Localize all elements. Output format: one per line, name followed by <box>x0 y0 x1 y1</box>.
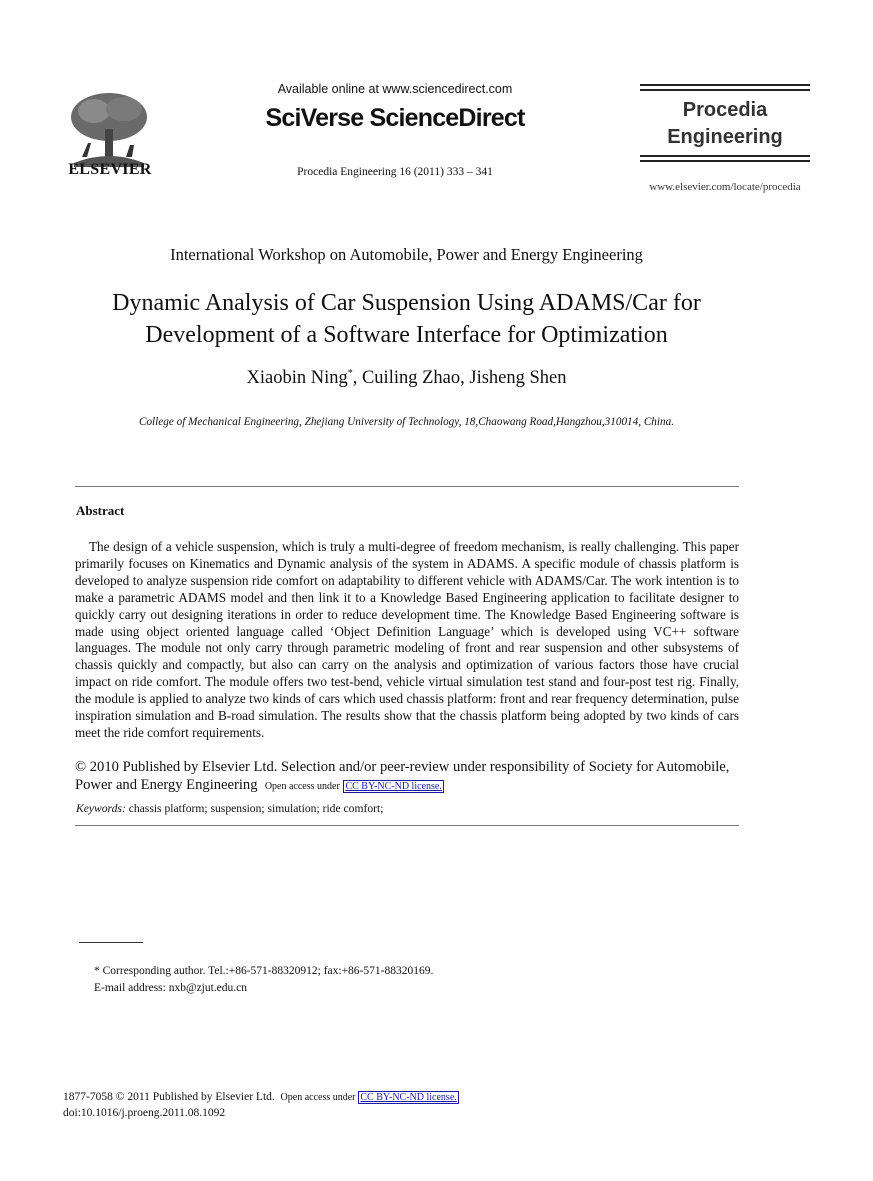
journal-title-line1: Procedia <box>682 99 768 121</box>
copyright-statement <box>75 759 739 795</box>
author-ning: Xiaobin Ning <box>246 368 348 389</box>
keywords <box>76 802 383 815</box>
abstract-bottom-rule <box>75 825 739 826</box>
journal-citation: Procedia Engineering 16 (2011) 333 – 341 <box>297 166 493 178</box>
journal-title <box>640 91 810 155</box>
corresponding-mark[interactable]: * <box>347 368 353 379</box>
double-rule-bottom <box>640 155 810 162</box>
license-link[interactable]: CC BY-NC-ND license. <box>345 780 442 792</box>
copyright-text: © 2010 Published by Elsevier Ltd. Selection and/or peer-review under responsibility of Society for Automobile, Power and Energy Engineering <box>75 759 730 793</box>
issn-text: 1877-7058 © 2011 Published by Elsevier Ltd. <box>63 1091 275 1103</box>
footer-open-access-text: Open access under <box>280 1092 356 1103</box>
doi[interactable]: doi:10.1016/j.proeng.2011.08.1092 <box>63 1107 226 1119</box>
title-line2: Development of a Software Interface for Optimization <box>145 322 668 348</box>
footnote-rule <box>79 942 143 943</box>
footer-license-link[interactable]: CC BY-NC-ND license. <box>360 1092 457 1103</box>
sciverse-sciencedirect-logo: SciVerse ScienceDirect <box>265 104 525 132</box>
author-list <box>0 368 813 389</box>
corresponding-author-note: * Corresponding author. Tel.:+86-571-88320912; fax:+86-571-88320169. <box>94 965 434 977</box>
keywords-label: Keywords: <box>76 802 126 815</box>
abstract-top-rule <box>75 486 739 487</box>
issn-line <box>63 1091 459 1103</box>
journal-title-box <box>640 84 810 162</box>
journal-title-line2: Engineering <box>667 126 783 148</box>
affiliation: College of Mechanical Engineering, Zhejiang University of Technology, 18,Chaowang Road,Hangzhou,310014, China. <box>139 416 674 428</box>
double-rule-top <box>640 84 810 91</box>
abstract-text: The design of a vehicle suspension, which is truly a multi-degree of freedom mechanism, is really challenging. This paper primarily focuses on Kinematics and Dynamic analysis of the system in ADAMS. A specific module of chassis platform is developed to analyze suspension ride comfort on adaptability to different vehicle with ADAMS/Car. The work intention is to make a parametric ADAMS model and then link it to a Knowledge Based Engineering application to facilitate designer to quickly carry out designing iterations in order to reduce development time. The Knowledge Based Engineering software is made using object oriented language called ‘Object Definition Language’ which is developed using VC++ software languages. The module not only carry through parametric modeling of front and rear suspension and other subsystems of chassis quickly and compactly, but also can carry on the analysis and optimization of various factors those have crucial impact on ride comfort. The module offers two test-bend, vehicle virtual simulation test stand and four-post test rig. Finally, the module is applied to analyze two kinds of cars which used chassis platform: front and rear frequency determination, pulse inspiration simulation and B-road simulation. The results show that the chassis platform being adopted by two kinds of cars meet the ride comfort requirements. <box>75 539 739 740</box>
paper-title <box>40 287 773 351</box>
open-access-text: Open access under <box>264 780 340 792</box>
keywords-list: chassis platform; suspension; simulation; ride comfort; <box>128 802 384 815</box>
publisher-name: ELSEVIER <box>68 161 152 178</box>
title-line1: Dynamic Analysis of Car Suspension Using ADAMS/Car for <box>112 290 701 316</box>
workshop-name: International Workshop on Automobile, Power and Energy Engineering <box>170 245 643 264</box>
journal-url[interactable]: www.elsevier.com/locate/procedia <box>649 181 801 193</box>
other-authors: , Cuiling Zhao, Jisheng Shen <box>352 368 567 389</box>
abstract-heading: Abstract <box>76 503 125 518</box>
available-online-text: Available online at www.sciencedirect.com <box>277 82 513 96</box>
email-address: E-mail address: nxb@zjut.edu.cn <box>94 982 248 994</box>
